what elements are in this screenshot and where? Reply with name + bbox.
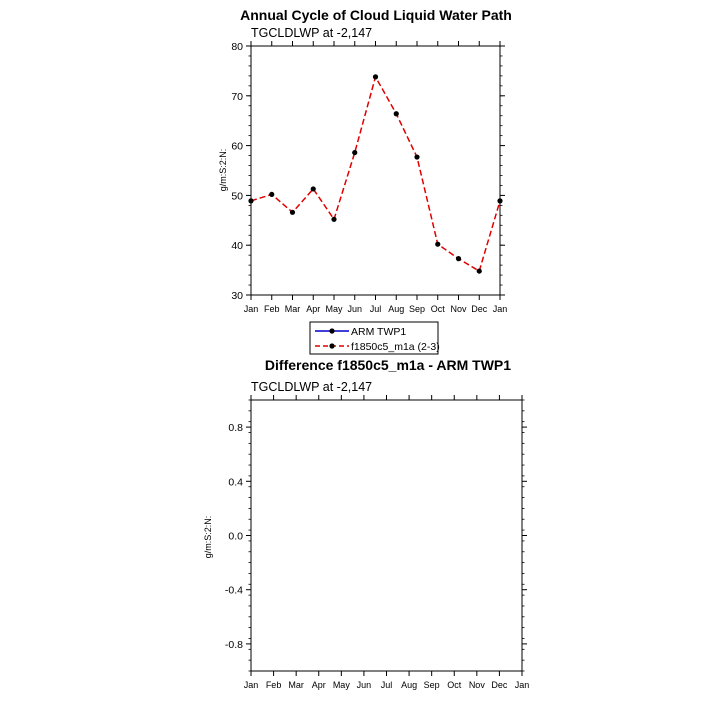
xtick-label: Apr <box>311 680 326 690</box>
xtick-label: Feb <box>263 304 280 314</box>
xtick-label: Jan <box>243 304 259 314</box>
ytick-label: -0.4 <box>224 584 243 597</box>
xtick-label: Oct <box>430 304 445 314</box>
xtick-label: Dec <box>491 680 508 690</box>
chart2-title: Difference f1850c5_m1a - ARM TWP1 <box>264 357 512 373</box>
ytick-label: -0.8 <box>224 638 243 651</box>
annual-cycle-chart <box>218 7 512 354</box>
chart1-subtitle: TGCLDLWP at -2,147 <box>251 26 373 40</box>
data-point <box>311 186 316 191</box>
legend-label-arm: ARM TWP1 <box>351 326 407 338</box>
data-point <box>497 198 502 203</box>
xtick-label: Jan <box>243 680 259 690</box>
legend-marker-arm <box>329 328 334 333</box>
chart2-subtitle: TGCLDLWP at -2,147 <box>251 380 373 394</box>
xtick-label: Mar <box>288 680 304 690</box>
xtick-label: Sep <box>423 680 440 690</box>
data-point <box>373 74 378 79</box>
chart2-ylabel: g/m:S:2:N: <box>203 515 213 559</box>
data-point <box>248 198 253 203</box>
ytick-label: 60 <box>231 140 243 153</box>
data-point <box>352 150 357 155</box>
ytick-label: 40 <box>231 240 243 253</box>
data-point <box>435 242 440 247</box>
xtick-label: Mar <box>284 304 301 314</box>
ytick-label: 50 <box>231 190 243 203</box>
legend-label-model: f1850c5_m1a (2-3) <box>351 341 440 353</box>
legend-marker-model <box>329 343 334 348</box>
xtick-label: Jul <box>369 304 382 314</box>
chart2-plot-frame <box>251 400 522 671</box>
chart1-title: Annual Cycle of Cloud Liquid Water Path <box>240 7 512 23</box>
ytick-label: 0.8 <box>228 422 243 435</box>
xtick-label: May <box>325 304 343 314</box>
ytick-label: 70 <box>231 90 243 103</box>
ytick-label: 0.0 <box>228 530 243 543</box>
xtick-label: Dec <box>471 304 488 314</box>
data-point <box>331 217 336 222</box>
difference-chart <box>203 357 529 690</box>
data-point <box>456 256 461 261</box>
data-point <box>269 192 274 197</box>
ytick-label: 30 <box>231 290 243 302</box>
xtick-label: Aug <box>401 680 418 690</box>
xtick-label: Jun <box>356 680 372 690</box>
xtick-label: Jul <box>380 680 393 690</box>
xtick-label: May <box>332 680 350 690</box>
data-point <box>394 111 399 116</box>
data-point <box>477 268 482 273</box>
ytick-label: 0.4 <box>228 476 243 489</box>
data-point <box>290 210 295 215</box>
xtick-label: Apr <box>306 304 321 314</box>
chart1-plot-frame <box>251 46 500 295</box>
xtick-label: Nov <box>450 304 467 314</box>
data-point <box>414 154 419 159</box>
chart1-ylabel: g/m:S:2:N: <box>218 148 228 192</box>
ytick-label: 80 <box>231 41 243 53</box>
xtick-label: Jan <box>514 680 530 690</box>
xtick-label: Oct <box>447 680 462 690</box>
xtick-label: Jan <box>492 304 508 314</box>
xtick-label: Jun <box>347 304 363 314</box>
series-line <box>251 77 500 271</box>
xtick-label: Aug <box>388 304 405 314</box>
xtick-label: Feb <box>265 680 282 690</box>
chart1-legend <box>310 322 440 354</box>
xtick-label: Nov <box>468 680 485 690</box>
xtick-label: Sep <box>408 304 426 314</box>
